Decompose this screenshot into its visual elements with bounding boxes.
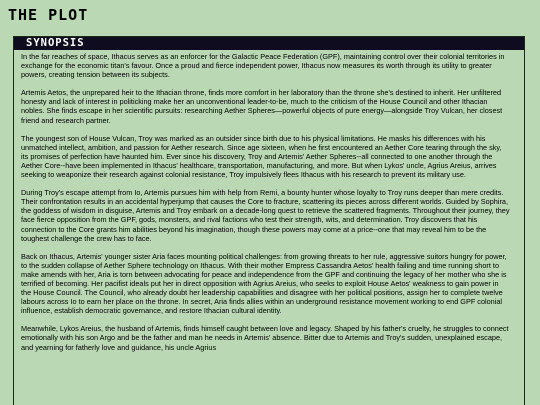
synopsis-paragraph: The youngest son of House Vulcan, Troy was marked as an outsider since birth due to his physical limitations. He masks his differences with his unmatched intellect, ambition, and passion for Aether research. Since age sixteen, when he first encountered an Aether Core tearing through the sky, its promises of perfection have haunted him. Ever since his discovery, Troy and Artemis' Aether Spheres--all connected to one another through the Aether Core--have been implemented in Ithacus' healthcare, transportation, manufacturing, and more. But when Lykos' uncle, Agrius Areius, arrives seeking to weaponize their research against colonial resistance, Troy impulsively flees Ithacus with his research to prevent its military use. <box>21 133 502 180</box>
synopsis-paragraph: In the far reaches of space, Ithacus serves as an enforcer for the Galactic Peace Federation (GPF), maintaining control over their colonial territories in exchange for the economic titan's favour. Once a proud and fierce independent power, Ithacus now measures its worth through its utility to greater powers, creating tension between its subjects. <box>21 52 505 80</box>
synopsis-paragraph: Meanwhile, Lykos Areius, the husband of Artemis, finds himself caught between love and legacy. Shaped by his father's cruelty, he struggles to connect emotionally with his son Argo and be the father and man he needs in Artemis' absence. Bitter due to Artemis and Troy's sudden, unexplained escape, and yearning for fatherly love and guidance, his uncle Agrius <box>21 324 509 352</box>
synopsis-paragraph: Artemis Aetos, the unprepared heir to the Ithacian throne, finds more comfort in her laboratory than the throne she's destined to inherit. Her unfiltered honesty and lack of interest in politicking make her an unconventional leader-to-be, much to the criticism of the House Council and other Ithacian nobles. She finds escape in her scientific pursuits: researching Aether Spheres—powerful objects of pure energy—alongside Troy Vulcan, her closest friend and research partner. <box>21 88 503 125</box>
synopsis-body <box>14 50 524 352</box>
synopsis-heading: SYNOPSIS <box>14 37 524 50</box>
synopsis-paragraph: Back on Ithacus, Artemis' younger sister Aria faces mounting political challenges: from growing threats to her rule, aggressive suitors hungry for power, to the sudden collapse of Aether Sphere technology on Ithacus. With their mother Empress Cassandra Aetos' health failing and time running short to make amends with her, Aria is torn between advocating for peace and independence from the GPF and continuing the legacy of her mother who she is terrified of becoming. Her pacifist ideals put her in direct opposition with Agrius Areius, who seeks to exploit House Aetos' weakness to gain power in the House Council. The Council, who already doubt her leadership capabilities and disagree with her political positions, assign her to complete twelve labours across Io to earn her place on the throne. In secret, Aria finds allies within an underground resistance movement working to end GPF colonial influence, establish democratic governance, and restore Ithacian cultural identity. <box>21 251 507 316</box>
synopsis-section <box>13 36 525 405</box>
page-title: THE PLOT <box>8 6 89 24</box>
synopsis-paragraph: During Troy's escape attempt from Io, Artemis pursues him with help from Remi, a bounty hunter whose loyalty to Troy runs deeper than mere credits. Their confrontation results in an accidental hyperjump that causes the Core to fracture, scattering its pieces across different worlds. Guided by Sophira, the goddess of wisdom in disguise, Artemis and Troy embark on a decade-long quest to retrieve the scattered fragments. Throughout their journey, they face fierce opposition from the GPF, gods, monsters, and rival factions who test their strength, wits, and determination. Troy discovers that his connection to the Core grants him abilities beyond his imagination, though these powers may come at a price--one that may reveal him to be the toughest challenge the crew has to face. <box>21 188 510 243</box>
